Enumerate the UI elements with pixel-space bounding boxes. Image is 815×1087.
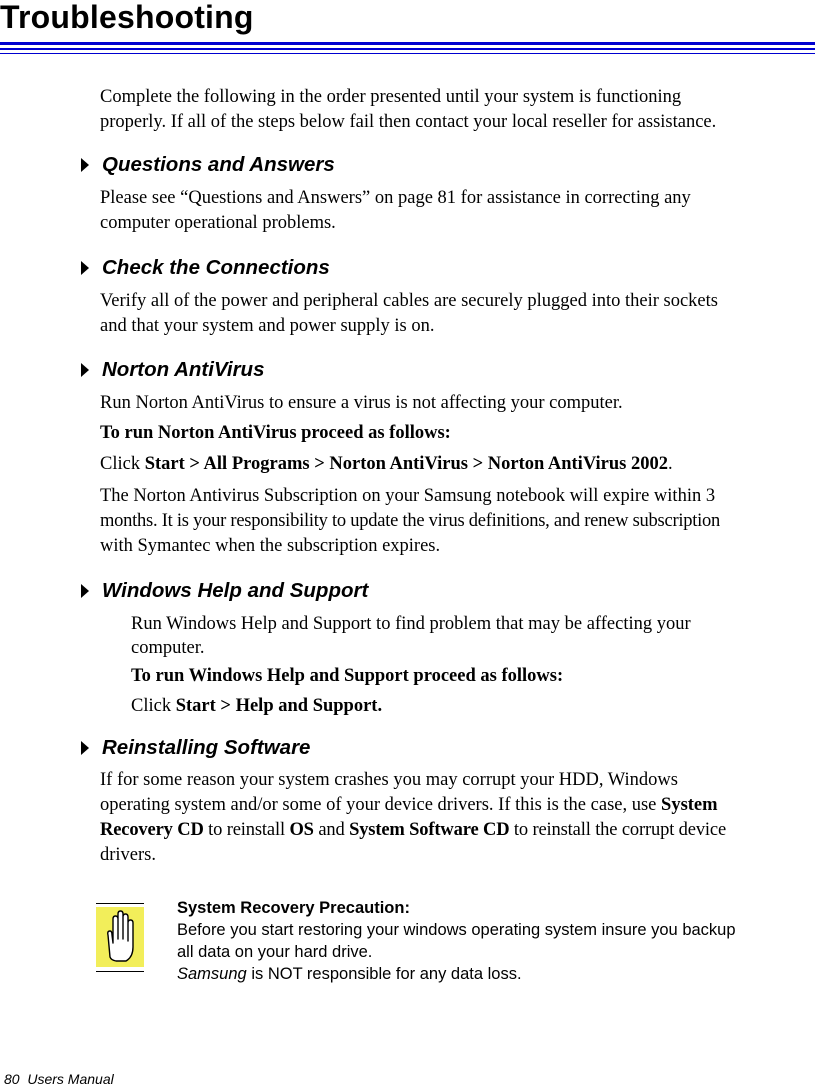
heading-norton-antivirus: [81, 357, 264, 383]
page-number: 80: [4, 1071, 20, 1087]
heading-reinstalling-software: [81, 735, 310, 761]
bullet-arrow-icon: [81, 158, 89, 172]
reinstall-line-2: [100, 793, 718, 818]
period: .: [667, 454, 673, 474]
recovery-cd-label: Recovery CD: [100, 820, 204, 840]
click-word: Click: [100, 454, 141, 474]
title-rule-top: [0, 42, 815, 45]
reinstall-text: to reinstall the corrupt device: [513, 820, 727, 840]
heading-check-the-connections: [81, 255, 330, 281]
help-click-instruction: [131, 694, 382, 719]
note-line-3-rest: is NOT responsible for any data loss.: [251, 965, 522, 983]
os-label: OS: [289, 820, 314, 840]
bullet-arrow-icon: [81, 363, 89, 377]
hand-stop-icon: [96, 905, 144, 969]
help-line-2: computer.: [131, 638, 205, 658]
norton-subscription-line-1: The Norton Antivirus Subscription on your Samsung notebook will expire within 3: [100, 486, 716, 506]
reinstall-line-3: [100, 818, 726, 843]
heading-label: Norton AntiVirus: [102, 358, 265, 381]
reinstall-line-4: drivers.: [100, 845, 156, 865]
reinstall-line-1: If for some reason your system crashes you may corrupt your HDD, Windows: [100, 770, 678, 790]
reinstall-text: operating system and/or some of your device drivers. If this is the case, use: [100, 795, 657, 815]
reinstall-text: and: [318, 820, 345, 840]
title-rule-middle: [0, 48, 815, 50]
reinstall-bold-system: System: [661, 795, 718, 815]
menu-path: Start > All Programs > Norton AntiVirus > Norton AntiVirus 2002: [144, 454, 668, 474]
heading-label: Reinstalling Software: [102, 736, 311, 759]
note-divider-bottom: [96, 971, 144, 972]
help-line-1: Run Windows Help and Support to find problem that may be affecting your: [131, 614, 691, 634]
bullet-arrow-icon: [81, 261, 89, 275]
system-software-cd-label: System Software CD: [349, 820, 510, 840]
connections-line-2: and that your system and power supply is on.: [100, 316, 435, 336]
menu-path: Start > Help and Support.: [175, 696, 383, 716]
heading-label: Questions and Answers: [102, 153, 335, 176]
qa-line-2: computer operational problems.: [100, 213, 336, 233]
manual-name: Users Manual: [27, 1071, 114, 1087]
caution-note: [177, 897, 813, 985]
reinstall-text: to reinstall: [208, 820, 285, 840]
bullet-arrow-icon: [81, 741, 89, 755]
note-line-1: Before you start restoring your windows operating system insure you backup: [177, 921, 736, 939]
norton-line-1: Run Norton AntiVirus to ensure a virus is not affecting your computer.: [100, 393, 623, 413]
note-line-2: all data on your hard drive.: [177, 943, 373, 961]
click-word: Click: [131, 696, 172, 716]
norton-click-instruction: [100, 452, 673, 477]
help-procedure-title: To run Windows Help and Support proceed as follows:: [131, 666, 564, 686]
bullet-arrow-icon: [81, 584, 89, 598]
title-rule-bottom: [0, 53, 815, 54]
heading-windows-help-and-support: [81, 578, 368, 604]
note-divider-top: [96, 903, 144, 904]
norton-subscription-line-2: months. It is your responsibility to update the virus definitions, and renew subscription: [100, 511, 721, 531]
note-line-3: [177, 963, 813, 985]
heading-label: Windows Help and Support: [102, 579, 369, 602]
heading-questions-and-answers: [81, 152, 335, 178]
intro-line-2: properly. If all of the steps below fail then contact your local reseller for assistance.: [100, 112, 717, 132]
note-title: System Recovery Precaution:: [177, 899, 410, 917]
page-title: Troubleshooting: [0, 0, 254, 35]
norton-procedure-title: To run Norton AntiVirus proceed as follows:: [100, 423, 451, 443]
page-footer: [4, 1072, 114, 1087]
norton-subscription-line-3: with Symantec when the subscription expires.: [100, 536, 441, 556]
connections-line-1: Verify all of the power and peripheral cables are securely plugged into their sockets: [100, 291, 718, 311]
intro-line-1: Complete the following in the order presented until your system is functioning: [100, 87, 682, 107]
heading-label: Check the Connections: [102, 256, 330, 279]
qa-line-1: Please see “Questions and Answers” on page 81 for assistance in correcting any: [100, 188, 691, 208]
note-brand: Samsung: [177, 965, 247, 983]
